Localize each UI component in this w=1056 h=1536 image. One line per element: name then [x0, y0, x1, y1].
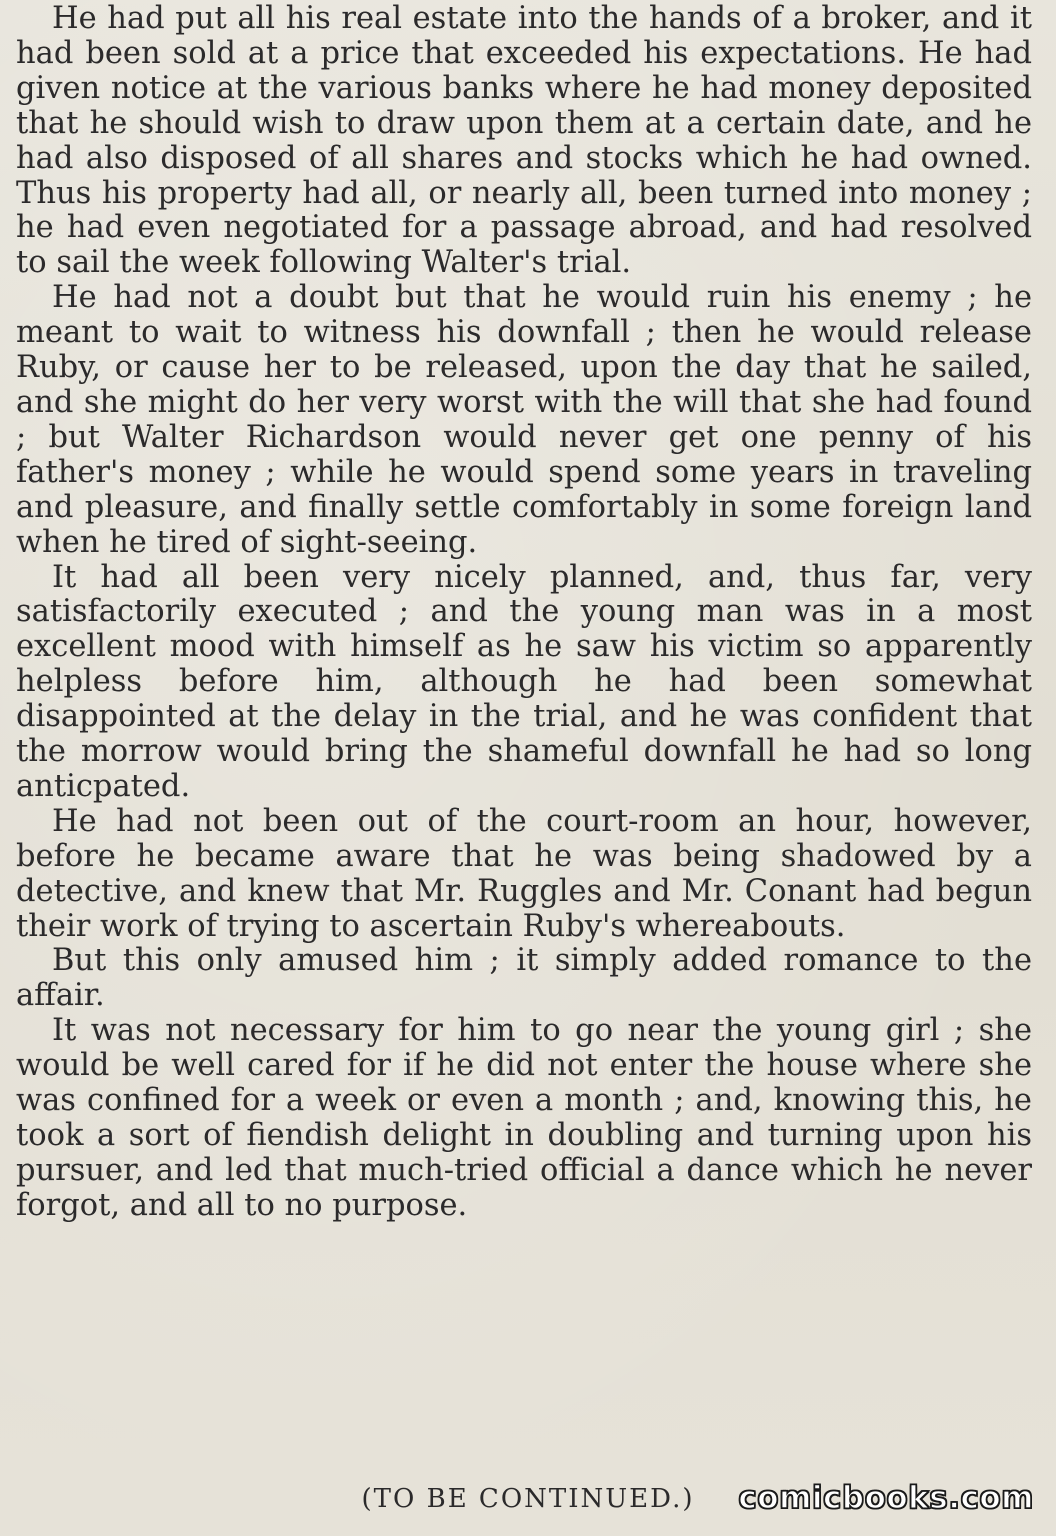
- paragraph-6: It was not necessary for him to go near the young girl ; she would be well cared for if he did not enter the house where she was confined for a week or even a month ; and, knowing this, he took a sort of fiendish delight in doubling and turning upon his pursuer, and led that much-tried official a dance which he never forgot, and all to no purpose.: [16, 1013, 1032, 1223]
- paragraph-3: It had all been very nicely planned, and, thus far, very satisfactorily executed ; and the young man was in a most excellent mood with himself as he saw his victim so apparently helpless before him, although he had been somewhat disappointed at the delay in the trial, and he was confident that the morrow would bring the shameful downfall he had so long anticpated.: [16, 559, 1032, 804]
- paragraph-4: He had not been out of the court-room an hour, however, before he became aware that he was being shadowed by a detective, and knew that Mr. Ruggles and Mr. Conant had begun their work of trying to ascertain Ruby's whereabouts.: [16, 803, 1032, 944]
- paragraph-1: He had put all his real estate into the hands of a broker, and it had been sold at a price that exceeded his expectations. He had given notice at the various banks where he had money deposited that he should wish to draw upon them at a certain date, and he had also disposed of all shares and stocks which he had owned. Thus his property had all, or nearly all, been turned into money ; he had even negotiated for a passage abroad, and had resolved to sail the week following Walter's trial.: [16, 1, 1032, 281]
- to-be-continued: (TO BE CONTINUED.): [361, 1484, 695, 1514]
- paragraph-2: He had not a doubt but that he would ruin his enemy ; he meant to wait to witness his downfall ; then he would release Ruby, or cause her to be released, upon the day that he sailed, and she might do her very worst with the will that she had found ; but Walter Richardson would never get one penny of his father's money ; while he would spend some years in traveling and pleasure, and finally settle comfortably in some foreign land when he tired of sight-seeing.: [16, 280, 1032, 560]
- watermark-logo: comicbooks.com: [738, 1480, 1034, 1516]
- paragraph-5: But this only amused him ; it simply added romance to the affair.: [16, 943, 1032, 1014]
- article-column: [16, 2, 1032, 1224]
